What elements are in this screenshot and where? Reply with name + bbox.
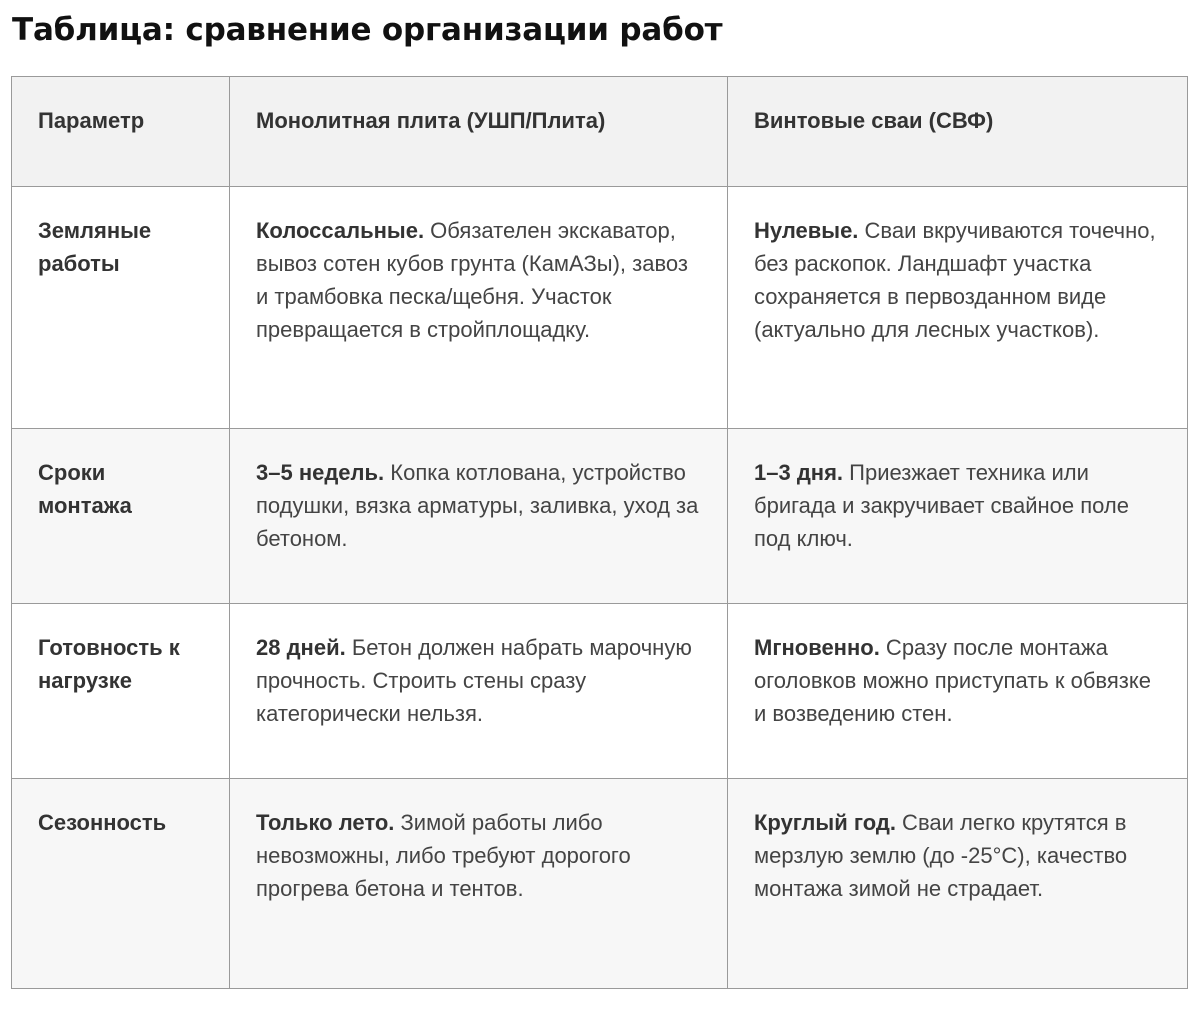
piles-text: Приезжает техника или бригада и закручивает свайное поле под ключ. <box>754 460 1129 551</box>
piles-lead: Круглый год. <box>754 810 896 835</box>
slab-lead: Колоссальные. <box>256 218 425 243</box>
row-parameter: Сезонность <box>12 779 230 989</box>
slab-cell <box>230 604 728 779</box>
piles-text: Сразу после монтажа оголовков можно приступать к обвязке и возведению стен. <box>754 635 1151 726</box>
column-header-piles: Винтовые сваи (СВФ) <box>728 77 1188 187</box>
slab-cell <box>230 429 728 604</box>
column-header-parameter: Параметр <box>12 77 230 187</box>
table-row <box>12 779 1188 989</box>
slab-text: Зимой работы либо невозможны, либо требуют дорогого прогрева бетона и тентов. <box>256 810 631 901</box>
column-header-slab: Монолитная плита (УШП/Плита) <box>230 77 728 187</box>
piles-cell <box>728 604 1188 779</box>
piles-text: Сваи вкручиваются точечно, без раскопок. Ландшафт участка сохраняется в первозданном виде (актуально для лесных участков). <box>754 218 1156 342</box>
slab-lead: Только лето. <box>256 810 395 835</box>
table-header-row <box>12 77 1188 187</box>
piles-lead: Мгновенно. <box>754 635 880 660</box>
slab-lead: 28 дней. <box>256 635 346 660</box>
row-parameter: Земляные работы <box>12 187 230 429</box>
slab-text: Бетон должен набрать марочную прочность. Строить стены сразу категорически нельзя. <box>256 635 692 726</box>
piles-cell <box>728 429 1188 604</box>
slab-text: Копка котлована, устройство подушки, вязка арматуры, заливка, уход за бетоном. <box>256 460 699 551</box>
piles-cell <box>728 779 1188 989</box>
piles-lead: Нулевые. <box>754 218 859 243</box>
table-row <box>12 187 1188 429</box>
piles-text: Сваи легко крутятся в мерзлую землю (до -25°C), качество монтажа зимой не страдает. <box>754 810 1128 901</box>
table-row <box>12 429 1188 604</box>
comparison-table <box>11 76 1188 989</box>
table-row <box>12 604 1188 779</box>
slab-lead: 3–5 недель. <box>256 460 385 485</box>
row-parameter: Сроки монтажа <box>12 429 230 604</box>
piles-cell <box>728 187 1188 429</box>
slab-cell <box>230 187 728 429</box>
page-title: Таблица: сравнение организации работ <box>12 12 723 48</box>
slab-cell <box>230 779 728 989</box>
piles-lead: 1–3 дня. <box>754 460 844 485</box>
row-parameter: Готовность к нагрузке <box>12 604 230 779</box>
slab-text: Обязателен экскаватор, вывоз сотен кубов грунта (КамАЗы), завоз и трамбовка песка/щебня. Участок превращается в стройплощадку. <box>256 218 688 342</box>
